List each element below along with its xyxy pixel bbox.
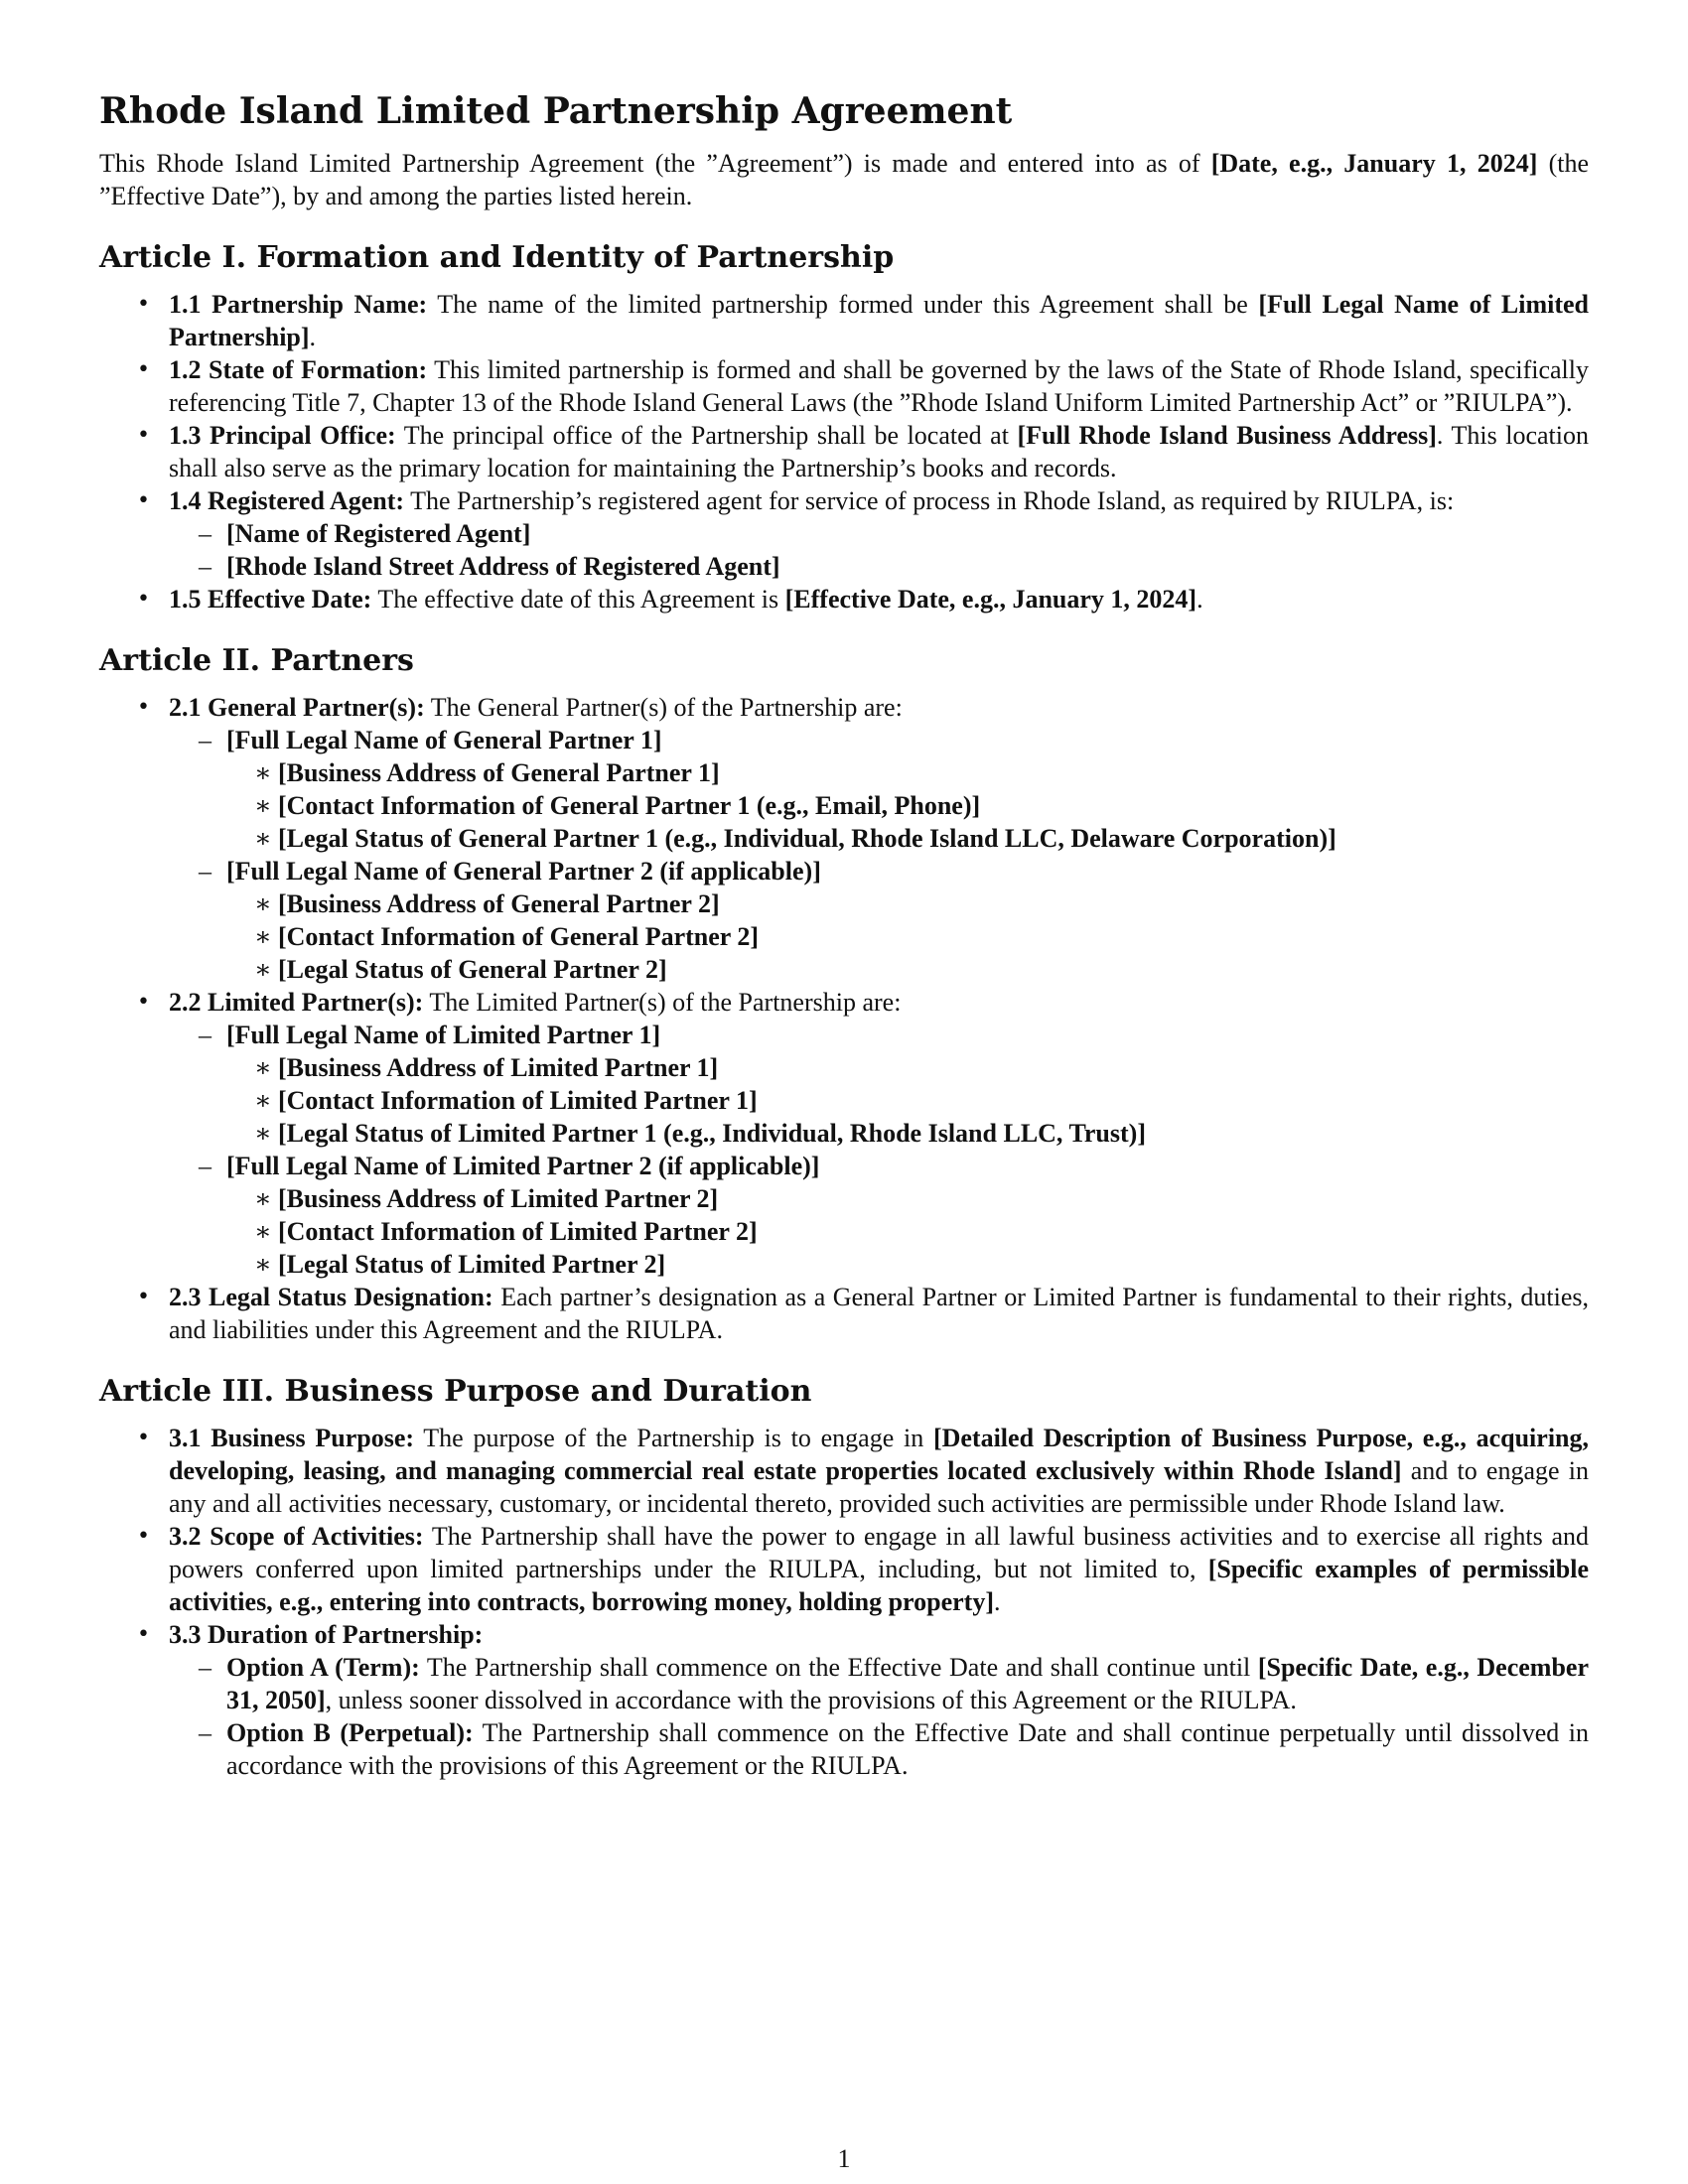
page-number: 1 <box>837 2144 851 2173</box>
article-3-heading: Article III. Business Purpose and Duration <box>99 1374 812 1409</box>
article-1-list <box>99 288 1589 615</box>
intro-paragraph: This Rhode Island Limited Partnership Agreement (the ”Agreement”) is made and entered into as of [Date, e.g., January 1, 2024] (the ”Effective Date”), by and among the parties listed herein. <box>99 149 1589 210</box>
option-b: – Option B (Perpetual): The Partnership shall commence on the Effective Date and shall continue perpetually until dissolved in accordance with the provisions of this Agreement or the RIULPA. <box>169 1716 1589 1782</box>
general-partner-2: – [Full Legal Name of General Partner 2 (if applicable)] ∗ [Business Address of General Partner 2] ∗ [Contact Information of General Partner 2] ∗ [Legal Status of General Partner 2] <box>169 855 1589 986</box>
section-2-2: • 2.2 Limited Partner(s): The Limited Partner(s) of the Partnership are: – [Full Legal Name of Limited Partner 1] ∗ [Business Address of Limited Partner 1] ∗ [Contact Information of Limited Partner 1] ∗ [Legal Status of Limited Partner 1 (e.g., Individual, Rhode Island LLC, Trust)] – [Full Legal Name of Limited Partner 2 (if applicable)] ∗ [Business Address of Limited Partner 2] ∗ [Contact Information of Limited Partner 2] ∗ [Legal Status of Limited Partner 2] <box>99 986 1589 1281</box>
article-3-list <box>99 1422 1589 1782</box>
list-item: ∗ [Contact Information of General Partner 2] <box>226 920 1589 953</box>
section-3-1: • 3.1 Business Purpose: The purpose of the Partnership is to engage in [Detailed Description of Business Purpose, e.g., acquiring, developing, leasing, and managing commercial real estate properties located exclusively within Rhode Island] and to engage in any and all activities necessary, customary, or incidental thereto, provided such activities are permissible under Rhode Island law. <box>99 1422 1589 1520</box>
limited-partner-2: – [Full Legal Name of Limited Partner 2 (if applicable)] ∗ [Business Address of Limited Partner 2] ∗ [Contact Information of Limited Partner 2] ∗ [Legal Status of Limited Partner 2] <box>169 1150 1589 1281</box>
section-1-3: • 1.3 Principal Office: The principal office of the Partnership shall be located at [Full Rhode Island Business Address]. This location shall also serve as the primary location for maintaining the Partnership’s books and records. <box>99 419 1589 484</box>
list-item: ∗ [Business Address of Limited Partner 2] <box>226 1182 1589 1215</box>
article-1-heading: Article I. Formation and Identity of Partnership <box>99 240 895 275</box>
section-1-4: • 1.4 Registered Agent: The Partnership’s registered agent for service of process in Rhode Island, as required by RIULPA, is: – [Name of Registered Agent] – [Rhode Island Street Address of Registered Agent] <box>99 484 1589 583</box>
list-item: ∗ [Legal Status of General Partner 2] <box>226 953 1589 986</box>
article-2-list <box>99 691 1589 1346</box>
list-item: ∗ [Legal Status of Limited Partner 2] <box>226 1248 1589 1281</box>
list-item: ∗ [Legal Status of Limited Partner 1 (e.g., Individual, Rhode Island LLC, Trust)] <box>226 1117 1589 1150</box>
list-item: ∗ [Business Address of General Partner 1] <box>226 756 1589 789</box>
general-partner-1: – [Full Legal Name of General Partner 1] ∗ [Business Address of General Partner 1] ∗ [Contact Information of General Partner 1 (e.g., Email, Phone)] ∗ [Legal Status of General Partner 1 (e.g., Individual, Rhode Island LLC, Delaware Corporation)] <box>169 724 1589 855</box>
section-1-5: • 1.5 Effective Date: The effective date of this Agreement is [Effective Date, e.g., January 1, 2024]. <box>99 583 1589 615</box>
limited-partner-1: – [Full Legal Name of Limited Partner 1] ∗ [Business Address of Limited Partner 1] ∗ [Contact Information of Limited Partner 1] ∗ [Legal Status of Limited Partner 1 (e.g., Individual, Rhode Island LLC, Trust)] <box>169 1019 1589 1150</box>
document-title: Rhode Island Limited Partnership Agreement <box>99 90 1013 132</box>
list-item: ∗ [Contact Information of Limited Partner 1] <box>226 1084 1589 1117</box>
list-item: ∗ [Contact Information of Limited Partner 2] <box>226 1215 1589 1248</box>
article-2-heading: Article II. Partners <box>99 643 414 678</box>
section-1-2: • 1.2 State of Formation: This limited partnership is formed and shall be governed by the laws of the State of Rhode Island, specifically referencing Title 7, Chapter 13 of the Rhode Island General Laws (the ”Rhode Island Uniform Limited Partnership Act” or ”RIULPA”). <box>99 353 1589 419</box>
list-item: ∗ [Contact Information of General Partner 1 (e.g., Email, Phone)] <box>226 789 1589 822</box>
section-1-1: • 1.1 Partnership Name: The name of the limited partnership formed under this Agreement shall be [Full Legal Name of Limited Partnership]. <box>99 288 1589 353</box>
section-2-1: • 2.1 General Partner(s): The General Partner(s) of the Partnership are: – [Full Legal Name of General Partner 1] ∗ [Business Address of General Partner 1] ∗ [Contact Information of General Partner 1 (e.g., Email, Phone)] ∗ [Legal Status of General Partner 1 (e.g., Individual, Rhode Island LLC, Delaware Corporation)] – [Full Legal Name of General Partner 2 (if applicable)] ∗ [Business Address of General Partner 2] ∗ [Contact Information of General Partner 2] ∗ [Legal Status of General Partner 2] <box>99 691 1589 986</box>
option-a: – Option A (Term): The Partnership shall commence on the Effective Date and shall continue until [Specific Date, e.g., December 31, 2050], unless sooner dissolved in accordance with the provisions of this Agreement or the RIULPA. <box>169 1651 1589 1716</box>
list-item: ∗ [Legal Status of General Partner 1 (e.g., Individual, Rhode Island LLC, Delaware Corporation)] <box>226 822 1589 855</box>
list-item: ∗ [Business Address of Limited Partner 1] <box>226 1051 1589 1084</box>
list-item: ∗ [Business Address of General Partner 2] <box>226 887 1589 920</box>
list-item: – [Rhode Island Street Address of Registered Agent] <box>169 550 1589 583</box>
section-3-2: • 3.2 Scope of Activities: The Partnership shall have the power to engage in all lawful business activities and to exercise all rights and powers conferred upon limited partnerships under the RIULPA, including, but not limited to, [Specific examples of permissible activities, e.g., entering into contracts, borrowing money, holding property]. <box>99 1520 1589 1618</box>
section-2-3: • 2.3 Legal Status Designation: Each partner’s designation as a General Partner or Limited Partner is fundamental to their rights, duties, and liabilities under this Agreement and the RIULPA. <box>99 1281 1589 1346</box>
list-item: – [Name of Registered Agent] <box>169 517 1589 550</box>
section-3-3: • 3.3 Duration of Partnership: – Option A (Term): The Partnership shall commence on the Effective Date and shall continue until [Specific Date, e.g., December 31, 2050], unless sooner dissolved in accordance with the provisions of this Agreement or the RIULPA. – Option B (Perpetual): The Partnership shall commence on the Effective Date and shall continue perpetually until dissolved in accordance with the provisions of this Agreement or the RIULPA. <box>99 1618 1589 1782</box>
document-page <box>99 87 1589 1782</box>
